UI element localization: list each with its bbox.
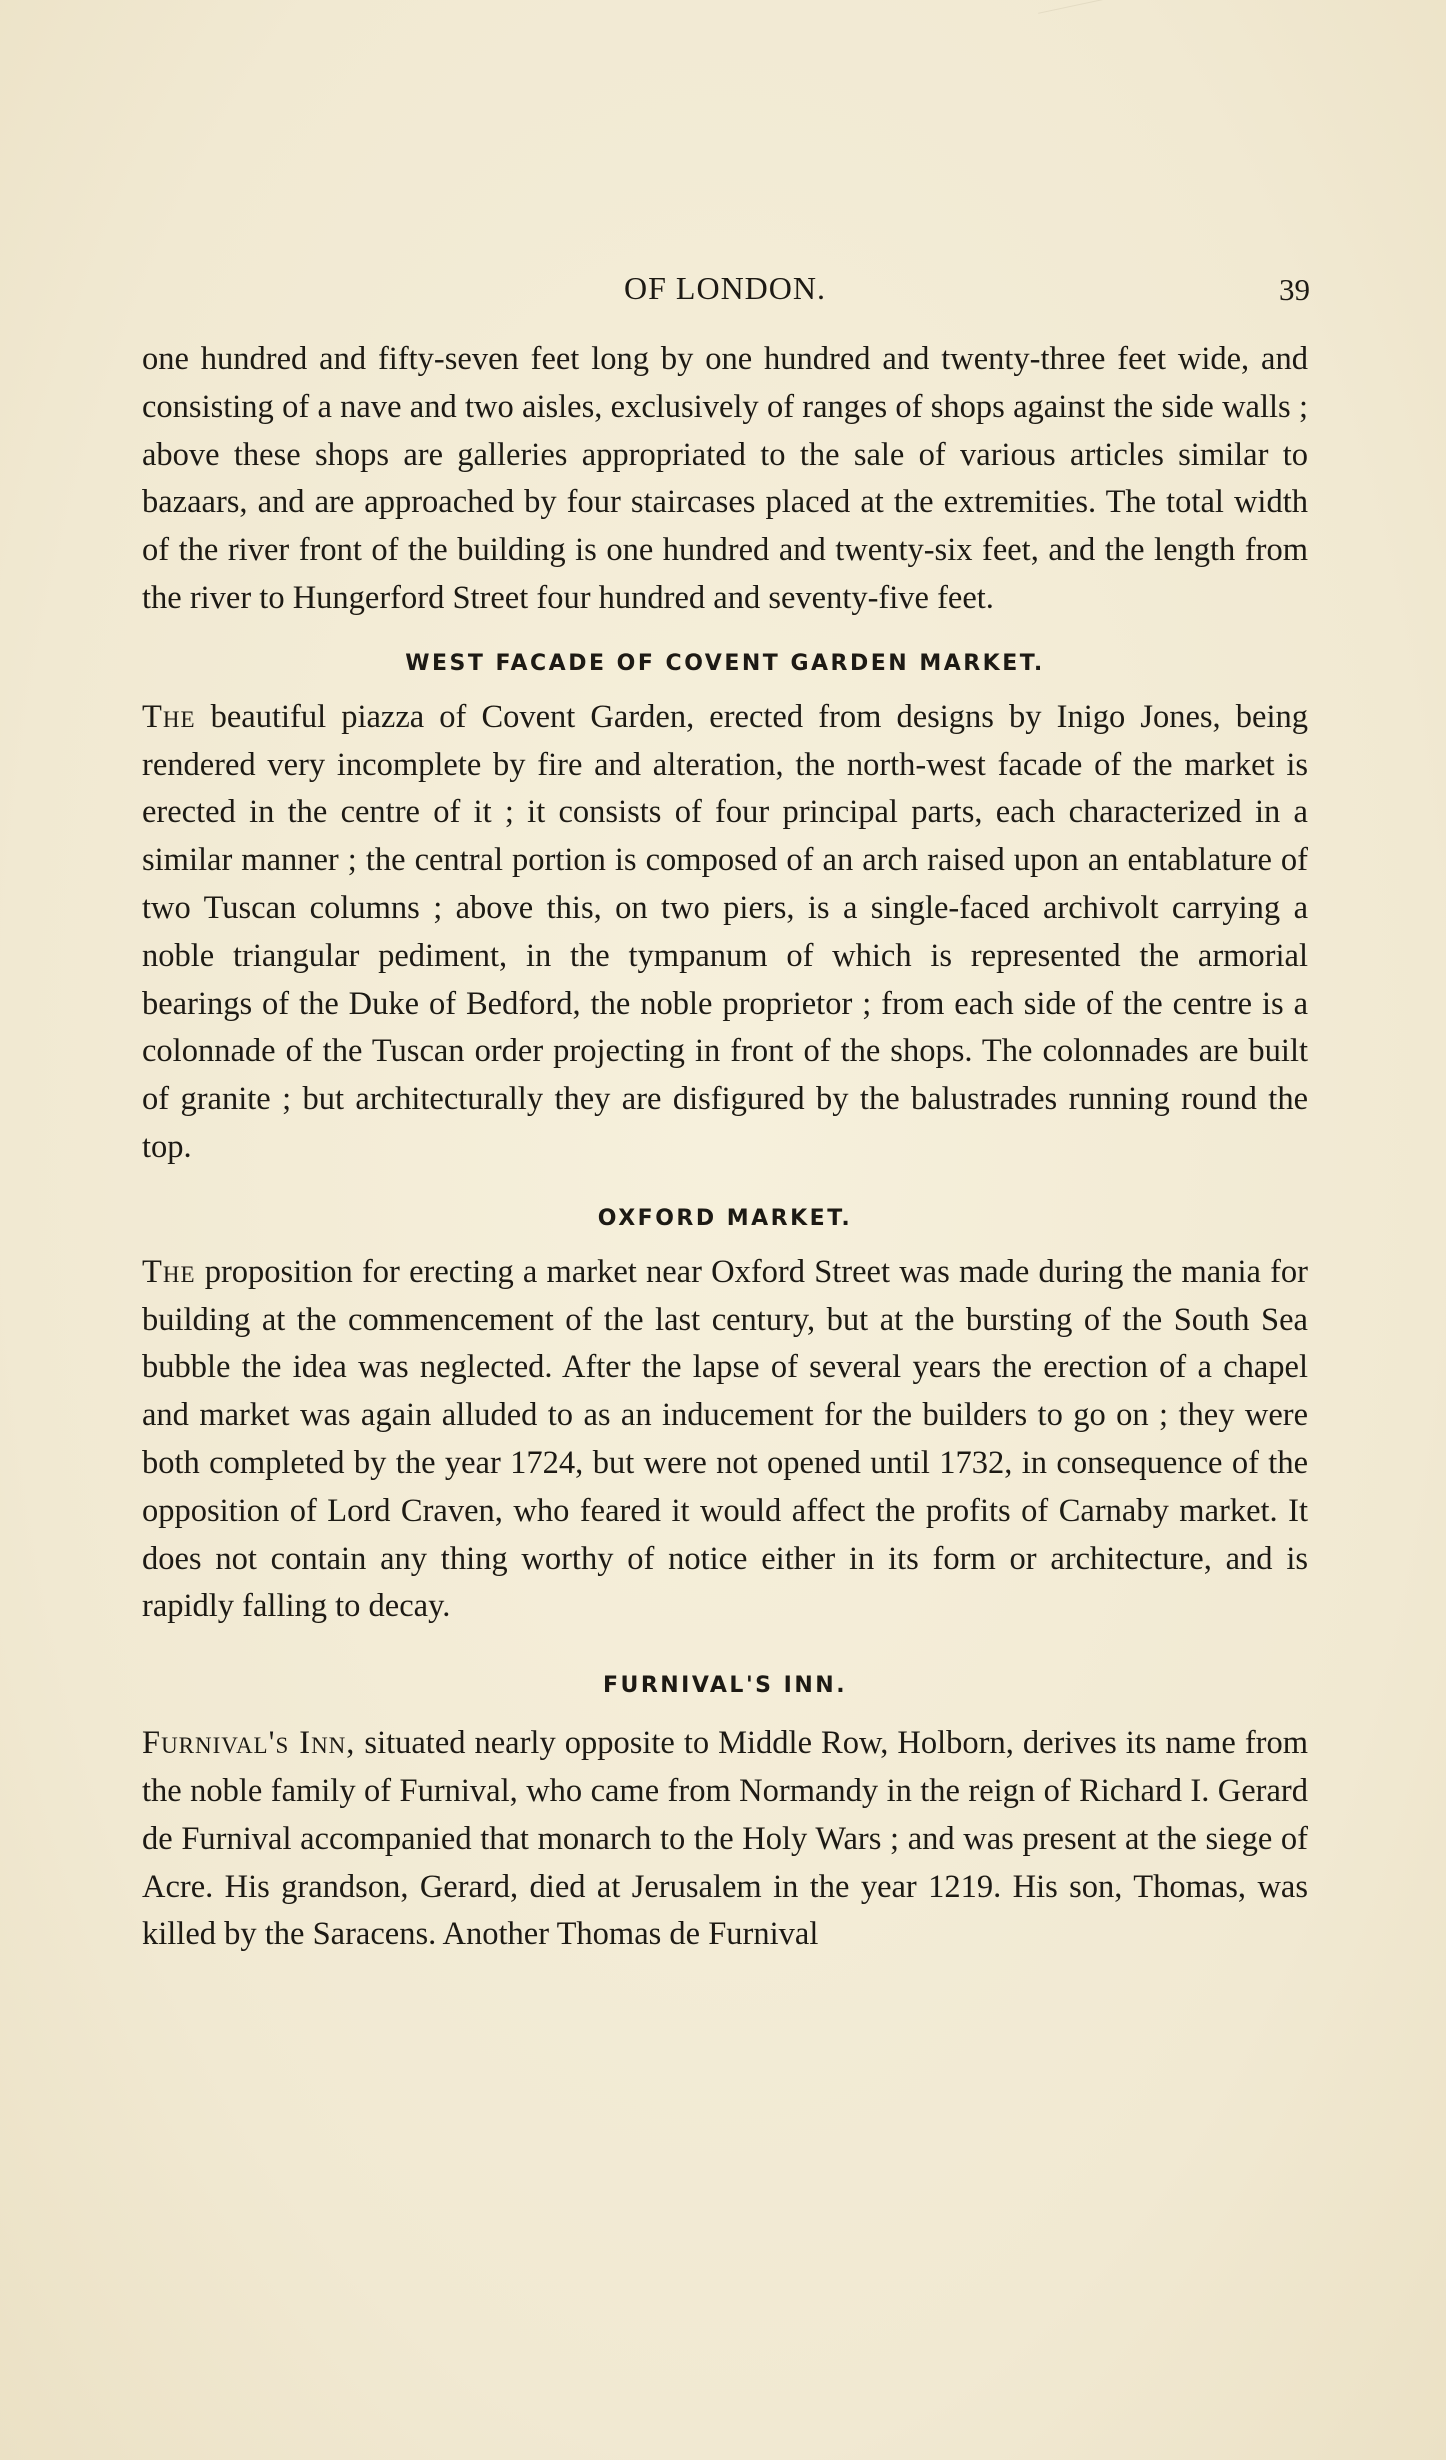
- paragraph-text: proposition for erecting a market near Oxford Street was made during the mania for building at the commencement of the last century, but at the bursting of the South Sea bubble the idea was neglected. After the lapse of several years the erection of a chapel and market was again alluded to as an inducement for the builders to go on ; they were both completed by the year 1724, but were not opened until 1732, in consequence of the opposition of Lord Craven, who feared it would affect the profits of Carnaby market. It does not contain any thing worthy of notice either in its form or architecture, and is rapidly falling to decay.: [142, 1253, 1308, 1625]
- section-heading-covent-garden: WEST FACADE OF COVENT GARDEN MARKET.: [405, 650, 1045, 676]
- running-head: [140, 270, 1310, 310]
- body-text: [142, 336, 1308, 1959]
- paragraph-oxford-market: [142, 1249, 1308, 1631]
- section-heading-furnivals-inn: FURNIVAL'S INN.: [602, 1673, 848, 1699]
- paragraph-lead: The: [142, 698, 196, 735]
- paragraph-market-dimensions: [142, 336, 1308, 623]
- paragraph-furnivals-inn: [142, 1720, 1308, 1959]
- paragraph-lead: Furnival's Inn,: [142, 1725, 356, 1762]
- paragraph-text: one hundred and fifty-seven feet long by one hundred and twenty-three feet wide, and consisting of a nave and two aisles, exclusively of ranges of shops against the side walls ; above these shops are galleries appropriated to the sale of various articles similar to bazaars, and are approached by four staircases placed at the extremities. The total width of the river front of the building is one hundred and twenty-six feet, and the length from the river to Hungerford Street four hundred and seventy-five feet.: [142, 341, 1308, 616]
- page-number: 39: [1279, 272, 1310, 307]
- paragraph-lead: The: [142, 1253, 196, 1290]
- paragraph-text: situated nearly opposite to Middle Row, Holborn, derives its name from the noble family of Furnival, who came from Normandy in the reign of Richard I. Gerard de Furnival accompanied that monarch to the Holy Wars ; and was present at the siege of Acre. His grandson, Gerard, died at Jerusalem in the year 1219. His son, Thomas, was killed by the Saracens. Another Thomas de Furnival: [142, 1725, 1308, 1953]
- paragraph-covent-garden: [142, 694, 1308, 1172]
- section-heading-oxford-market: OXFORD MARKET.: [597, 1205, 853, 1231]
- paragraph-text: beautiful piazza of Covent Garden, erected from designs by Inigo Jones, being rendered very incomplete by fire and alteration, the north-west facade of the market is erected in the centre of it ; it consists of four principal parts, each characterized in a similar manner ; the central portion is composed of an arch raised upon an entablature of two Tuscan columns ; above this, on two piers, is a single-faced archivolt carrying a noble triangular pediment, in the tympanum of which is represented the armorial bearings of the Duke of Bedford, the noble proprietor ; from each side of the centre is a colonnade of the Tuscan order projecting in front of the shops. The colonnades are built of granite ; but architecturally they are disfigured by the balustrades running round the top.: [142, 698, 1308, 1165]
- page-edge-mark: [1038, 0, 1162, 43]
- running-title: OF LONDON.: [624, 270, 826, 306]
